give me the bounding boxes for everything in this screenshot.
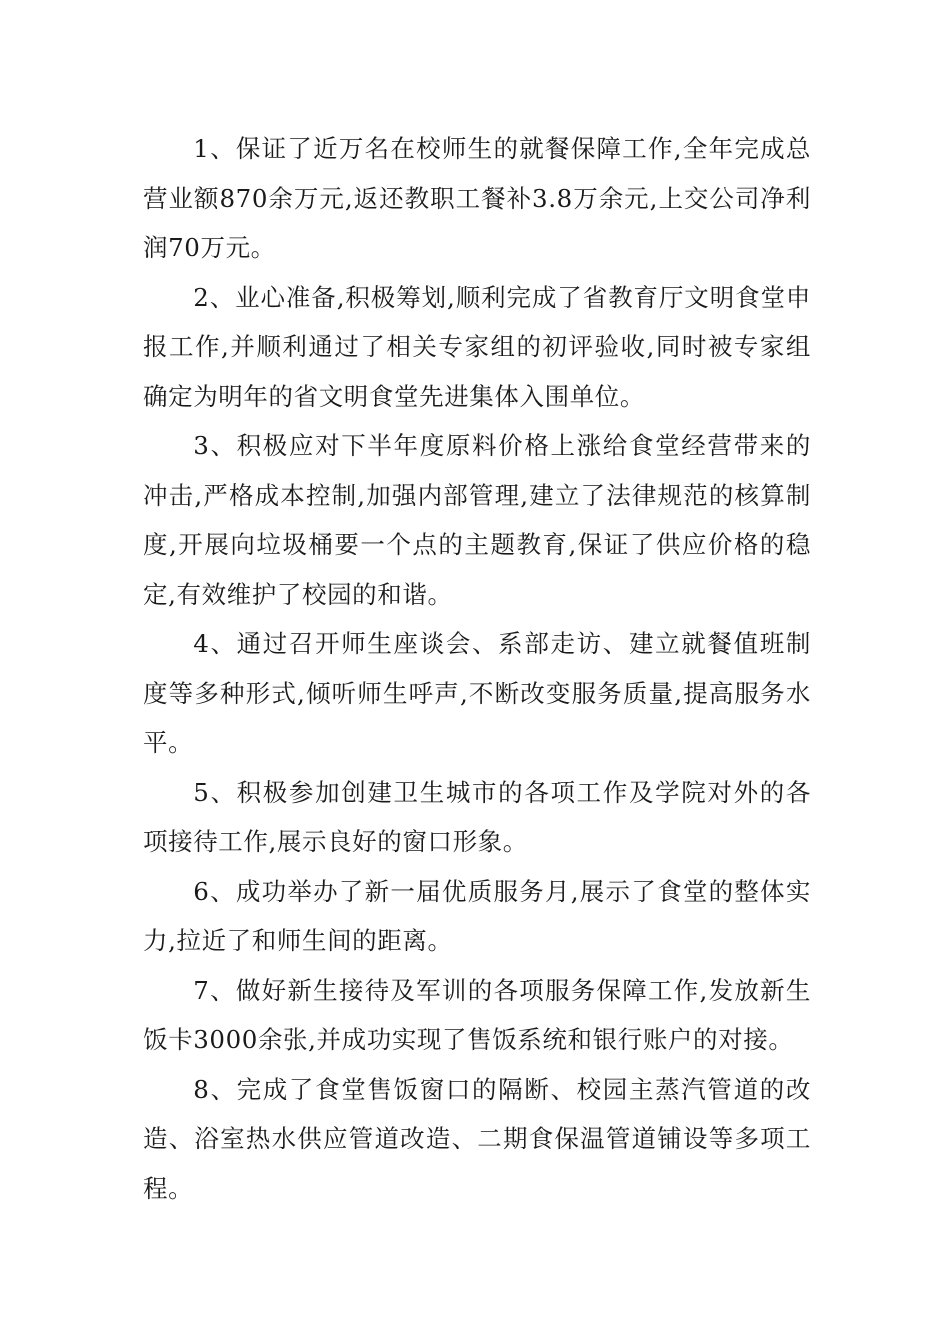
paragraph-6: 6、成功举办了新一届优质服务月,展示了食堂的整体实力,拉近了和师生间的距离。 [143,876,811,955]
paragraph-8: 8、完成了食堂售饭窗口的隔断、校园主蒸汽管道的改造、浴室热水供应管道改造、二期食保温管道铺设等多项工程。 [143,1074,811,1203]
paragraph-4: 4、通过召开师生座谈会、系部走访、建立就餐值班制度等多种形式,倾听师生呼声,不断改变服务质量,提高服务水平。 [143,629,811,757]
paragraph-1: 1、保证了近万名在校师生的就餐保障工作,全年完成总营业额870余万元,返还教职工餐补3.8万余元,上交公司净利润70万元。 [143,134,811,262]
document-body [143,124,811,1213]
paragraph-2: 2、业心准备,积极筹划,顺利完成了省教育厅文明食堂申报工作,并顺利通过了相关专家组的初评验收,同时被专家组确定为明年的省文明食堂先进集体入围单位。 [143,282,811,411]
paragraph-3: 3、积极应对下半年度原料价格上涨给食堂经营带来的冲击,严格成本控制,加强内部管理,建立了法律规范的核算制度,开展向垃圾桶要一个点的主题教育,保证了供应价格的稳定,有效维护了校园的和谐。 [143,431,811,609]
paragraph-7: 7、做好新生接待及军训的各项服务保障工作,发放新生饭卡3000余张,并成功实现了售饭系统和银行账户的对接。 [143,975,811,1054]
paragraph-5: 5、积极参加创建卫生城市的各项工作及学院对外的各项接待工作,展示良好的窗口形象。 [143,777,811,856]
